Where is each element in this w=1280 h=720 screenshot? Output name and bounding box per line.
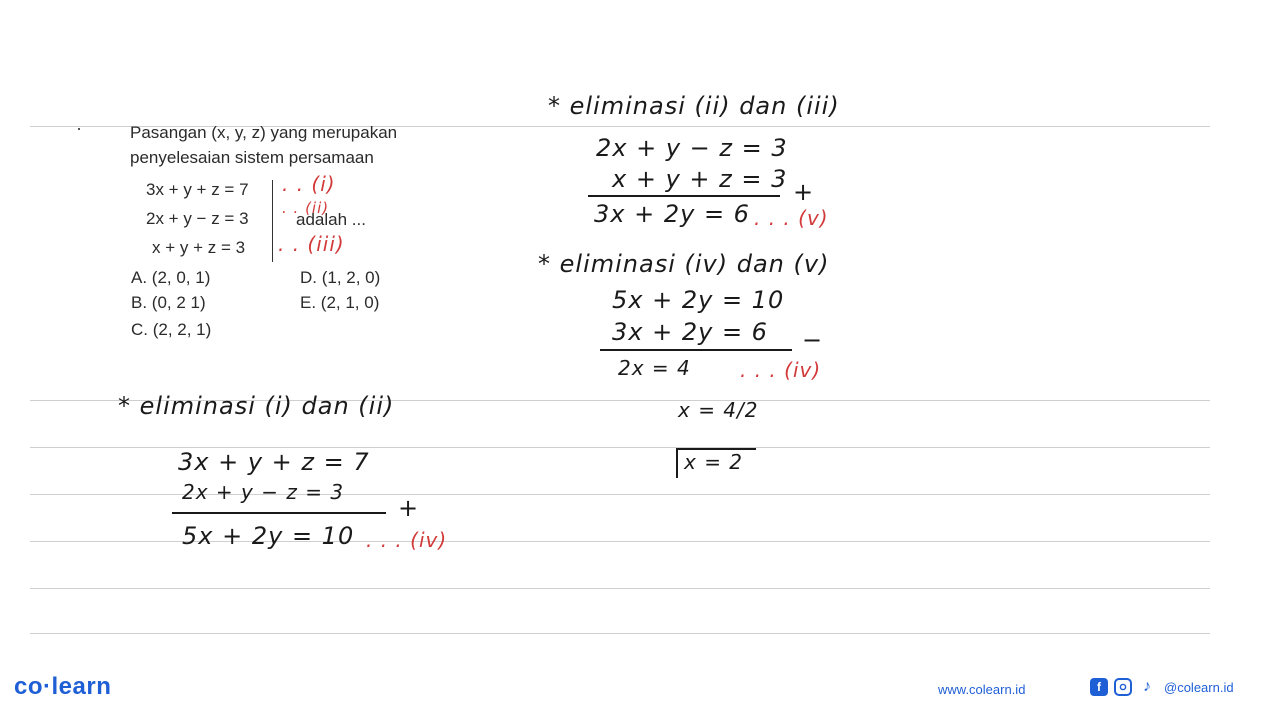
instagram-icon[interactable] — [1114, 678, 1132, 696]
tag-eq3: . . (iii) — [278, 232, 345, 256]
left-work-line1: 3x + y + z = 7 — [178, 448, 370, 476]
option-a: A. (2, 0, 1) — [131, 268, 211, 287]
right1-tag: . . . (v) — [754, 206, 829, 230]
option-e: E. (2, 1, 0) — [300, 293, 380, 312]
equation-2: 2x + y − z = 3 — [146, 209, 249, 228]
problem-intro-line2: penyelesaian sistem persamaan — [130, 148, 374, 167]
right2-line1: 5x + 2y = 10 — [612, 286, 785, 314]
right2-diff-line — [600, 349, 792, 351]
tag-eq2: . . (ii) — [282, 199, 330, 217]
option-c: C. (2, 2, 1) — [131, 320, 212, 339]
left-work-line3: 5x + 2y = 10 — [182, 522, 355, 550]
problem-intro-line1: Pasangan (x, y, z) yang merupakan — [130, 123, 398, 142]
social-handle[interactable]: @colearn.id — [1164, 679, 1234, 695]
problem-statement — [130, 120, 470, 170]
colearn-logo — [14, 673, 111, 701]
left-work-sum-line — [172, 512, 386, 514]
right2-minus: − — [802, 326, 823, 354]
right2-line3: 2x = 4 — [618, 356, 691, 380]
ruled-line — [30, 633, 1210, 634]
problem-tail: adalah ... — [296, 210, 366, 229]
right1-plus: + — [793, 178, 814, 206]
logo-dot: · — [43, 673, 52, 700]
logo-text-co: co — [14, 673, 44, 700]
facebook-icon[interactable]: f — [1090, 678, 1108, 696]
left-work-title: * eliminasi (i) dan (ii) — [118, 392, 395, 420]
left-work-plus: + — [398, 494, 419, 522]
ruled-line — [30, 588, 1210, 589]
right1-line2: x + y + z = 3 — [612, 165, 788, 193]
equation-3: x + y + z = 3 — [152, 238, 246, 257]
right2-tag: . . . (iv) — [740, 358, 822, 382]
logo-text-learn: learn — [51, 673, 112, 700]
tag-eq1: . . (i) — [282, 172, 336, 196]
right1-line1: 2x + y − z = 3 — [596, 134, 788, 162]
right1-title: * eliminasi (ii) dan (iii) — [548, 92, 840, 120]
right1-line3: 3x + 2y = 6 — [594, 200, 750, 228]
option-d: D. (1, 2, 0) — [300, 268, 381, 287]
tiktok-icon[interactable]: ♪ — [1143, 678, 1151, 695]
equation-1: 3x + y + z = 7 — [146, 180, 249, 199]
social-links — [1090, 678, 1234, 696]
right2-line4: x = 4/2 — [678, 398, 759, 422]
footer-bar — [0, 655, 1280, 720]
right1-sum-line — [588, 195, 780, 197]
left-work-tag: . . . (iv) — [366, 528, 448, 552]
option-b: B. (0, 2 1) — [131, 293, 206, 312]
stray-dot — [78, 128, 80, 130]
left-work-line2: 2x + y − z = 3 — [182, 480, 345, 504]
right2-title: * eliminasi (iv) dan (v) — [538, 250, 830, 278]
website-link[interactable]: www.colearn.id — [938, 682, 1026, 697]
right2-result: x = 2 — [684, 450, 744, 474]
right2-line2: 3x + 2y = 6 — [612, 318, 768, 346]
